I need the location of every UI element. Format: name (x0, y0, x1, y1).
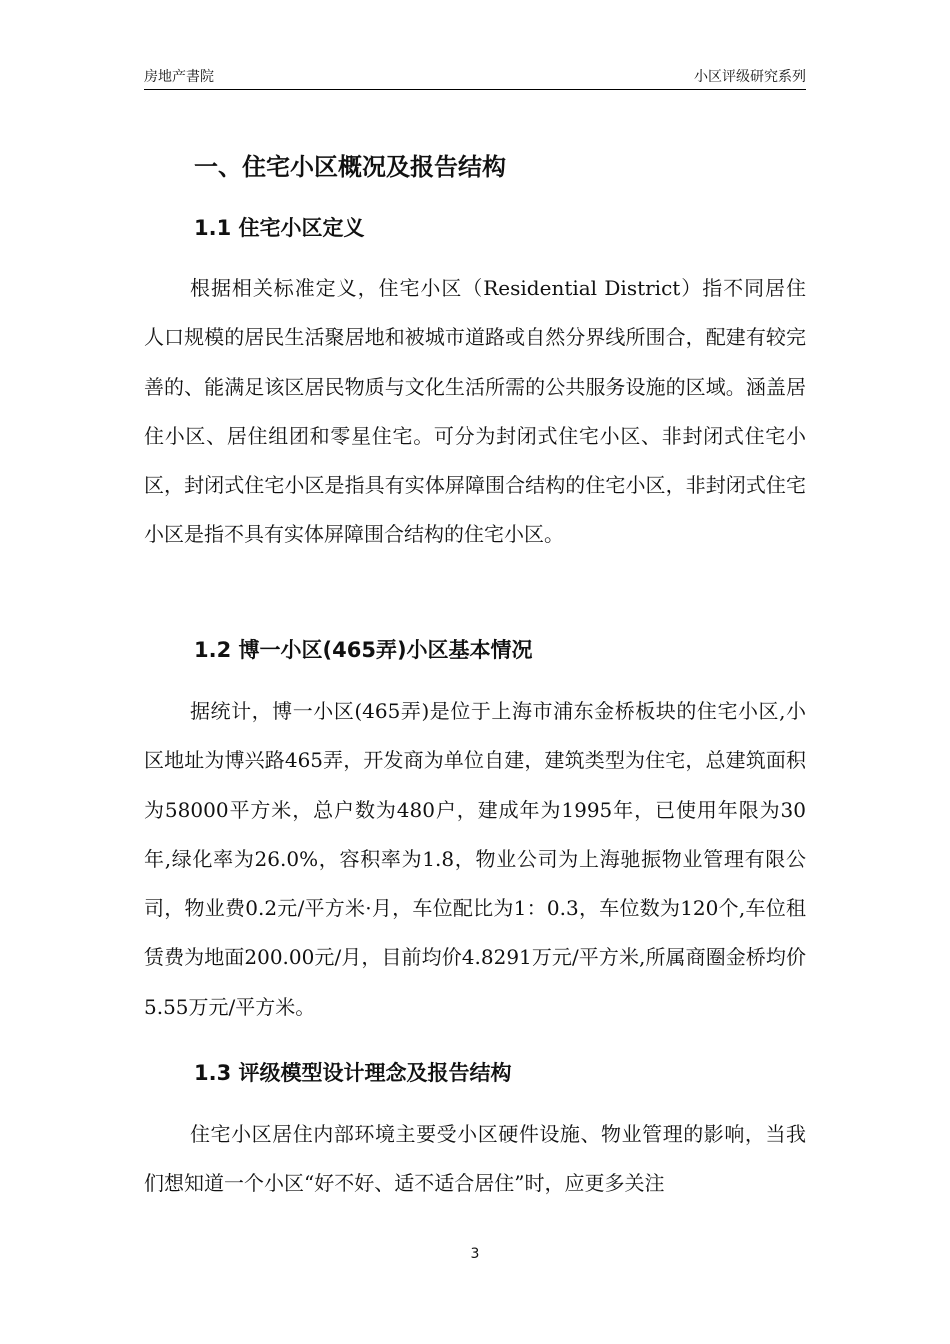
paragraph-model-design: 住宅小区居住内部环境主要受小区硬件设施、物业管理的影响，当我们想知道一个小区“好不好、适不适合居住”时，应更多关注 (144, 1122, 806, 1196)
paragraph-basic-info: 据统计，博一小区(465弄)是位于上海市浦东金桥板块的住宅小区,小区地址为博兴路465弄，开发商为单位自建，建筑类型为住宅，总建筑面积为58000平方米，总户数为480户，建成年为1995年，已使用年限为30年,绿化率为26.0%，容积率为1.8，物业公司为上海驰振物业管理有限公司，物业费0.2元/平方米·月，车位配比为1：0.3，车位数为120个,车位租赁费为地面200.00元/月，目前均价4.8291万元/平方米,所属商圈金桥均价5.55万元/平方米。 (144, 699, 806, 1019)
header-publisher: 房地产書院 (144, 69, 214, 85)
page-number: 3 (470, 1246, 480, 1262)
section-title: 一、住宅小区概况及报告结构 (194, 153, 506, 181)
page-header (144, 66, 806, 88)
header-rule (144, 89, 806, 90)
subsection-title-1-3: 1.3 评级模型设计理念及报告结构 (194, 1061, 512, 1085)
subsection-title-1-1: 1.1 住宅小区定义 (194, 216, 365, 240)
subsection-title-1-2: 1.2 博一小区(465弄)小区基本情况 (194, 638, 533, 662)
paragraph-definition: 根据相关标准定义，住宅小区（Residential District）指不同居住人口规模的居民生活聚居地和被城市道路或自然分界线所围合，配建有较完善的、能满足该区居民物质与文化生活所需的公共服务设施的区域。涵盖居住小区、居住组团和零星住宅。可分为封闭式住宅小区、非封闭式住宅小区，封闭式住宅小区是指具有实体屏障围合结构的住宅小区，非封闭式住宅小区是指不具有实体屏障围合结构的住宅小区。 (144, 276, 806, 547)
header-series: 小区评级研究系列 (694, 69, 806, 85)
